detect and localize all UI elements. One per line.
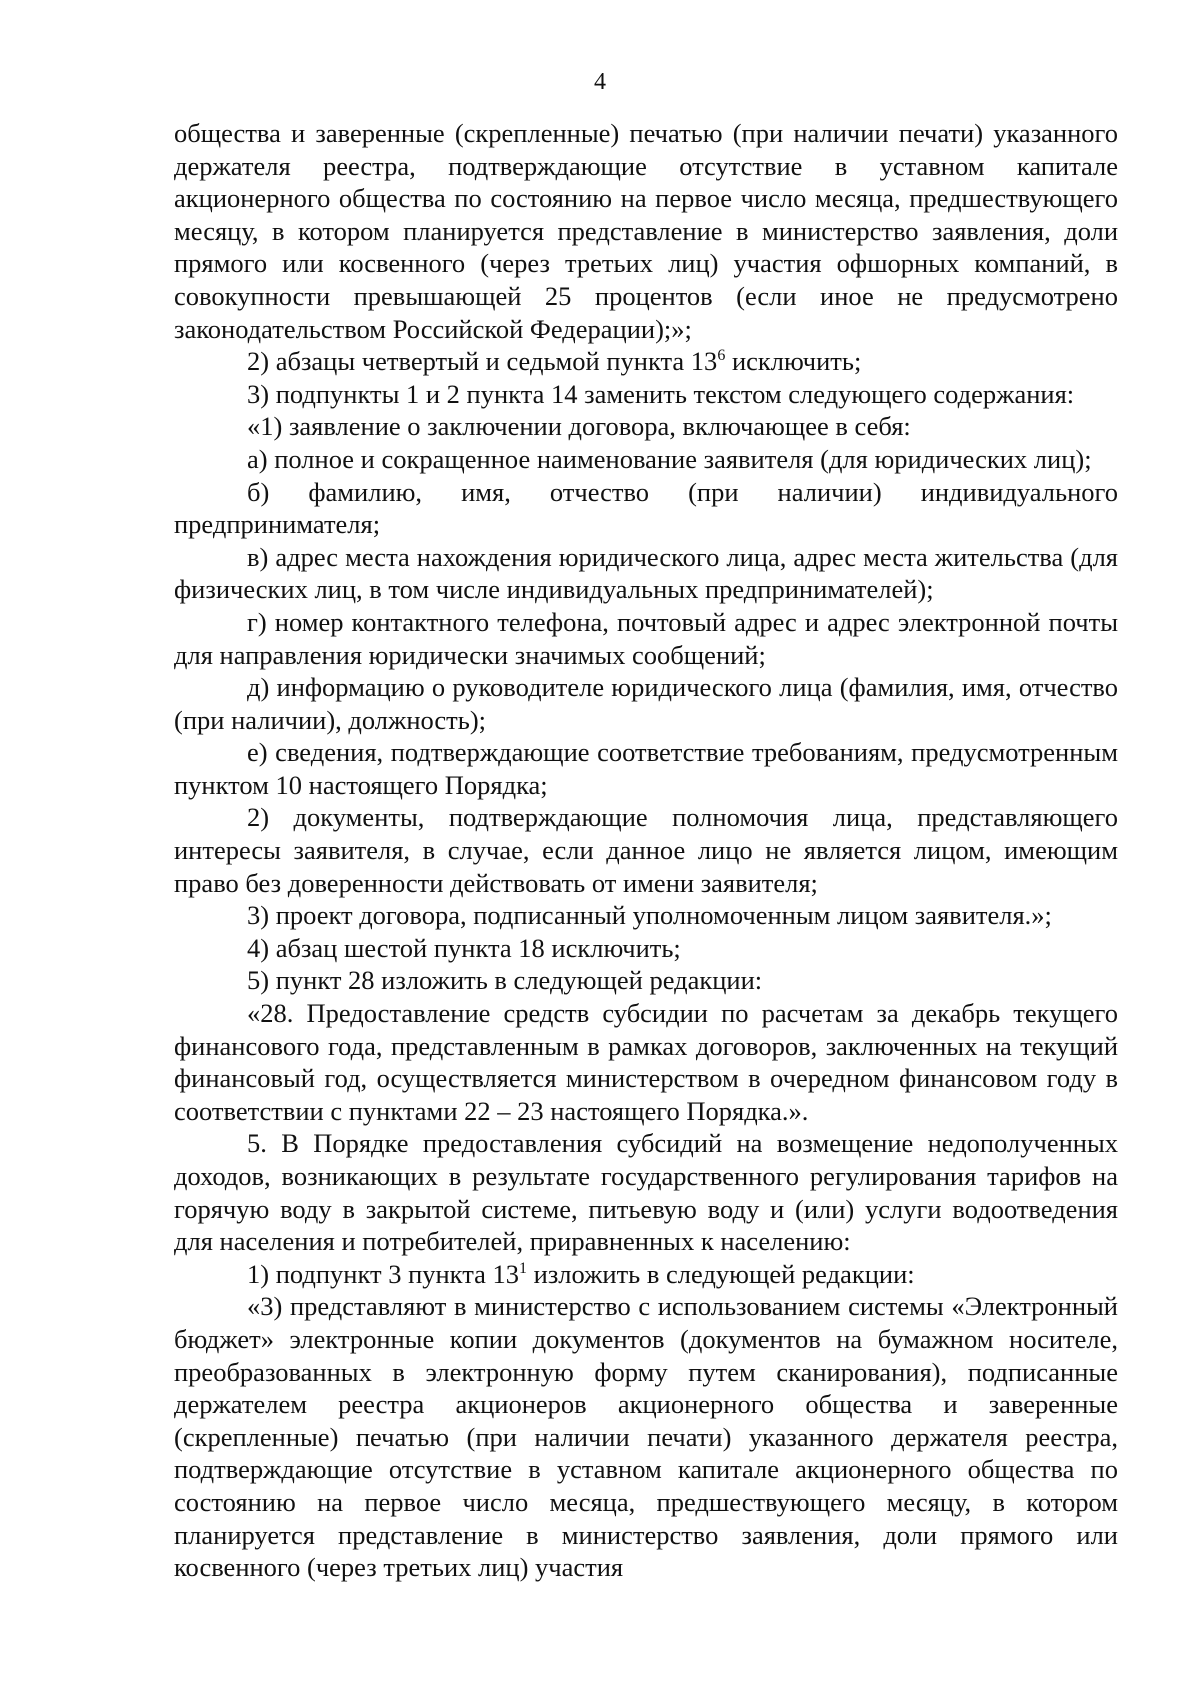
page-number: 4 <box>594 69 606 95</box>
paragraph-text: 1) подпункт 3 пункта 13 <box>247 1258 520 1289</box>
paragraph-section5-item-1 <box>174 1258 1118 1291</box>
paragraph-subitem-a: а) полное и сокращенное наименование заявителя (для юридических лиц); <box>247 443 1092 474</box>
paragraph-subitem-e: е) сведения, подтверждающие соответствие требованиям, предусмотренным пунктом 10 настоящего Порядка; <box>174 737 1118 800</box>
paragraph-text: 2) абзацы четвертый и седьмой пункта 13 <box>247 346 718 377</box>
paragraph-subitem-3: 3) проект договора, подписанный уполномоченным лицом заявителя.»; <box>247 900 1052 931</box>
paragraph-section-5: 5. В Порядке предоставления субсидий на возмещение недополученных доходов, возникающих в результате государственного регулирования тарифов на горячую воду в закрытой системе, питьевую воду и (или) услуги водоотведения для населения и потребителей, приравненных к населению: <box>174 1128 1118 1257</box>
paragraph-item-4: 4) абзац шестой пункта 18 исключить; <box>247 932 681 963</box>
paragraph-text-tail: исключить; <box>725 346 862 377</box>
document-body <box>174 117 1118 1584</box>
paragraph-quote-3: «3) представляют в министерство с использованием системы «Электронный бюджет» электронные копии документов (документов на бумажном носителе, преобразованных в электронную форму путем сканирования), подписанные держателем реестра акционеров акционерного общества и заверенные (скрепленные) печатью (при наличии печати) указанного держателя реестра, подтверждающие отсутствие в уставном капитале акционерного общества по состоянию на первое число месяца, предшествующего месяцу, в котором планируется представление в министерство заявления, доли прямого или косвенного (через третьих лиц) участия <box>174 1291 1118 1583</box>
paragraph-text-tail: изложить в следующей редакции: <box>527 1258 915 1289</box>
paragraph-subitem-1: «1) заявление о заключении договора, включающее в себя: <box>247 411 911 442</box>
paragraph-item-5: 5) пункт 28 изложить в следующей редакции: <box>247 965 763 996</box>
paragraph-quote-28: «28. Предоставление средств субсидии по расчетам за декабрь текущего финансового года, представленным в рамках договоров, заключенных на текущий финансовый год, осуществляется министерством в очередном финансовом году в соответствии с пунктами 22 – 23 настоящего Порядка.». <box>174 998 1118 1126</box>
paragraph-continuation: общества и заверенные (скрепленные) печатью (при наличии печати) указанного держателя реестра, подтверждающие отсутствие в уставном капитале акционерного общества по состоянию на первое число месяца, предшествующего месяцу, в котором планируется представление в министерство заявления, доли прямого или косвенного (через третьих лиц) участия офшорных компаний, в совокупности превышающей 25 процентов (если иное не предусмотрено законодательством Российской Федерации);»; <box>174 118 1118 344</box>
paragraph-subitem-g: г) номер контактного телефона, почтовый адрес и адрес электронной почты для направления юридически значимых сообщений; <box>174 606 1118 670</box>
superscript: 1 <box>519 1259 528 1277</box>
superscript: 6 <box>717 347 726 365</box>
paragraph-subitem-2: 2) документы, подтверждающие полномочия лица, представляющего интересы заявителя, в случае, если данное лицо не является лицом, имеющим право без доверенности действовать от имени заявителя; <box>174 802 1118 898</box>
paragraph-item-3: 3) подпункты 1 и 2 пункта 14 заменить текстом следующего содержания: <box>247 378 1075 409</box>
paragraph-subitem-b: б) фамилию, имя, отчество (при наличии) индивидуального предпринимателя; <box>174 476 1118 540</box>
paragraph-subitem-d: д) информацию о руководителе юридического лица (фамилия, имя, отчество (при наличии), должность); <box>174 672 1118 735</box>
paragraph-subitem-v: в) адрес места нахождения юридического лица, адрес места жительства (для физических лиц, в том числе индивидуальных предпринимателей); <box>174 541 1118 605</box>
paragraph-item-2 <box>174 345 1118 378</box>
